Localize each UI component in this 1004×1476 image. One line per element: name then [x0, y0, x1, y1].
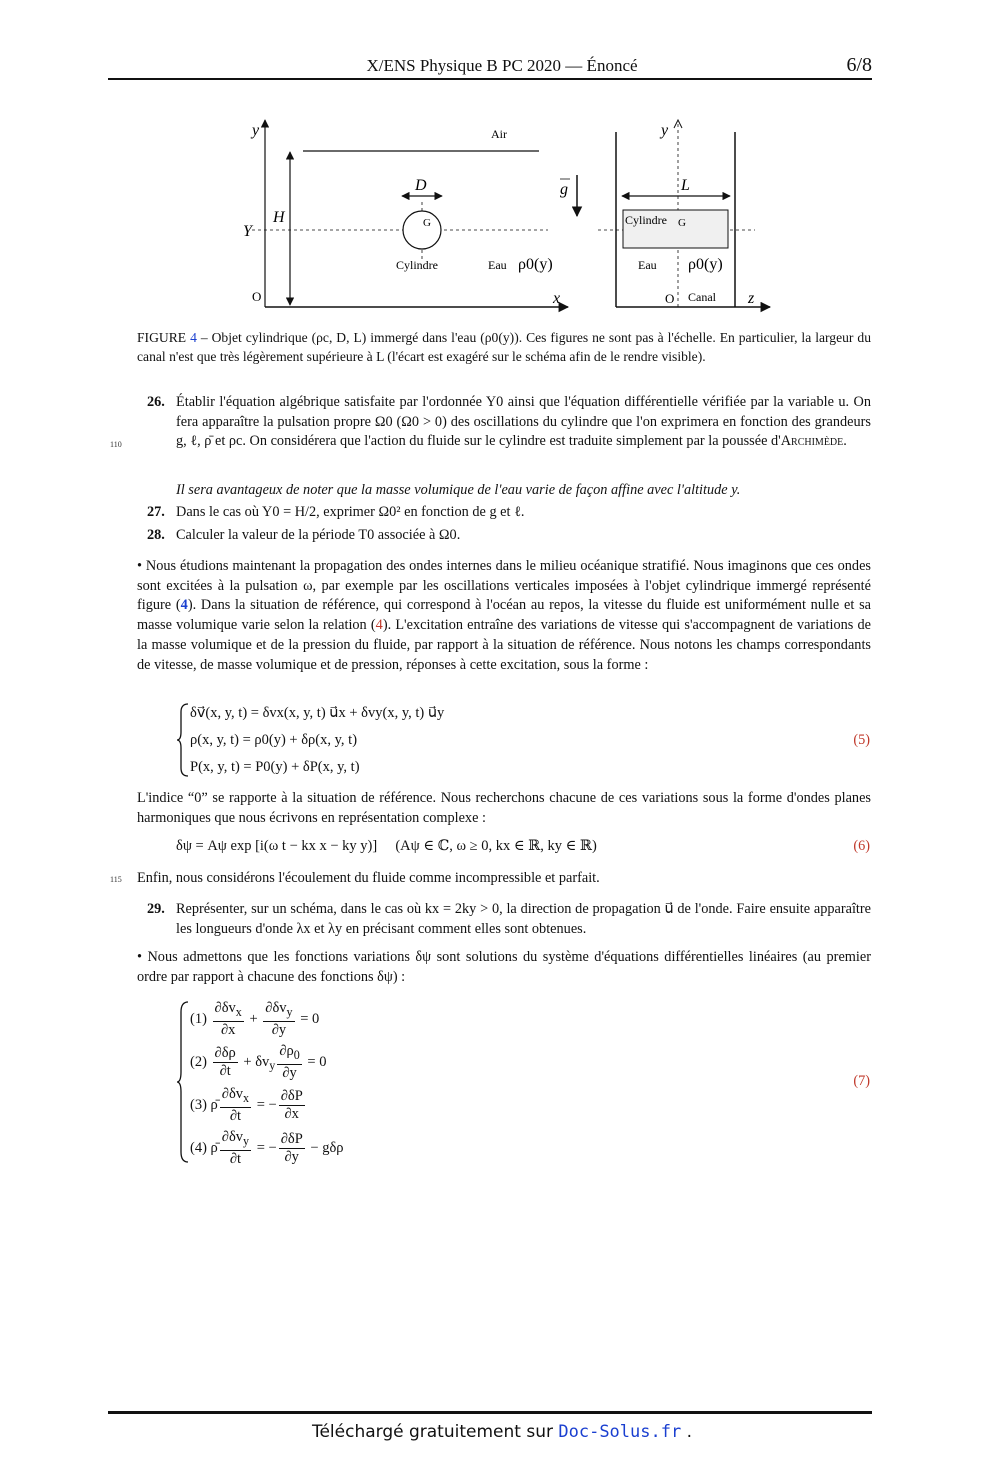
question-26: 26. Établir l'équation algébrique satisfaite par l'ordonnée Y0 ainsi que l'équation différentielle vérifiée par la variable u. On fera apparaître la pulsation propre Ω0 (Ω0 > 0) des oscillations du cylindre que l'on exprimera en fonction des grandeurs g, ℓ, ρ̄ et ρc. On considérera que l'action du fluide sur le cylindre est traduite simplement par la poussée d'Archimède.	[147, 394, 871, 450]
footer-link[interactable]: Doc-Solus.fr	[558, 1422, 682, 1442]
line-number-115: 115	[110, 875, 122, 884]
question-number: 29.	[147, 901, 165, 917]
question-number: 26.	[147, 394, 165, 410]
eq5-line3: P(x, y, t) = P0(y) + δP(x, y, t)	[190, 759, 360, 775]
L-label: L	[681, 177, 690, 194]
equation-ref-link[interactable]: 4	[375, 617, 383, 634]
figure-diagram	[230, 112, 790, 317]
G-label: G	[423, 217, 431, 229]
question-number: 27.	[147, 504, 165, 520]
eq6: δψ = Aψ exp [i(ω t − kx x − ky y)] (Aψ ∈ ℂ, ω ≥ 0, kx ∈ ℝ, ky ∈ ℝ)	[176, 838, 597, 854]
Y-label: Y	[243, 223, 252, 240]
eq6-ref[interactable]: (6)	[853, 838, 870, 854]
header-rule	[108, 78, 872, 80]
eq7-line2: (2) $\frac{\partial\delta\rho}{\partial t}$ + $\delta v_y$ $\frac{\partial\rho_0}{\partial y}$ = 0	[190, 1043, 327, 1081]
eq7-line1: (1) $\frac{\partial\delta v_x}{\partial x}$ + $\frac{\partial\delta v_y}{\partial y}$ = 0	[190, 1000, 320, 1038]
H-label: H	[273, 209, 285, 226]
question-28	[147, 526, 871, 546]
eq7-ref[interactable]: (7)	[853, 1073, 870, 1089]
rho-label: ρ0(y)	[518, 256, 553, 273]
archimede-name: Archimède	[780, 433, 844, 450]
question-text: Représenter, sur un schéma, dans le cas où kx = 2ky > 0, la direction de propagation u⃗ de l'onde. Faire ensuite apparaître les longueurs d'onde λx et λy en précisant comment elles sont obtenues.	[176, 901, 871, 937]
paragraph-incompressible: Enfin, nous considérons l'écoulement du fluide comme incompressible et parfait.	[137, 870, 600, 886]
footer: Téléchargé gratuitement sur Doc-Solus.fr .	[311, 1422, 693, 1442]
brace-eq5	[176, 702, 190, 778]
left-x-label: x	[553, 290, 561, 307]
eq5-ref[interactable]: (5)	[853, 732, 870, 748]
right-water-label: Eau	[638, 258, 657, 272]
line-number-110: 110	[110, 440, 122, 449]
caption-number[interactable]: 4	[190, 330, 197, 345]
question-number: 28.	[147, 527, 165, 543]
paragraph-reference: L'indice “0” se rapporte à la situation de référence. Nous recherchons chacune de ces variations sous la forme d'ondes planes harmoniques que nous écrivons en représentation complexe :	[137, 790, 871, 826]
question-text: Calculer la valeur de la période T0 associée à Ω0.	[176, 527, 461, 543]
eq7-line3: (3) ρ̄ $\frac{\partial\delta v_x}{\partial t}$ = − $\frac{\partial\delta P}{\partial x}$	[190, 1086, 303, 1124]
eq7-line4: (4) ρ̄ $\frac{\partial\delta v_y}{\partial t}$ = − $\frac{\partial\delta P}{\partial y}$ − gδρ	[190, 1129, 344, 1167]
right-z-label: z	[748, 290, 755, 307]
question-text: Dans le cas où Y0 = H/2, exprimer Ω0² en fonction de g et ℓ.	[176, 504, 525, 520]
left-origin-label: O	[252, 289, 262, 304]
eq5-line1: δv⃗(x, y, t) = δvx(x, y, t) u⃗x + δvy(x, y, t) u⃗y	[190, 705, 445, 721]
figure-caption	[137, 328, 871, 366]
brace-eq7	[176, 1000, 190, 1164]
right-y-label: y	[661, 122, 669, 139]
right-rho-label: ρ0(y)	[688, 256, 723, 273]
g-label: g	[560, 181, 568, 198]
caption-text: – Objet cylindrique (ρc, D, L) immergé dans l'eau (ρ0(y)). Ces figures ne sont pas à l'échelle. En particulier, la largeur du canal n'est que très légèrement supérieure à L (l'écart est exagéré sur le schéma afin de le rendre visible).	[137, 330, 871, 364]
air-label: Air	[491, 127, 507, 141]
question-text: Établir l'équation algébrique satisfaite par l'ordonnée Y0 ainsi que l'équation différentielle vérifiée par la variable u. On fera apparaître la pulsation propre Ω0 (Ω0 > 0) des oscillations du cylindre que l'on exprimera en fonction des grandeurs g, ℓ, ρ̄ et ρc. On considérera que l'action du fluide sur le cylindre est traduite simplement par la poussée d'	[176, 394, 871, 450]
canal-label: Canal	[688, 290, 716, 304]
D-label: D	[415, 177, 427, 194]
header-title: X/ENS Physique B PC 2020 — Énoncé	[366, 56, 638, 75]
right-origin-label: O	[665, 291, 675, 306]
right-cylinder-label: Cylindre	[625, 213, 667, 227]
question-29	[147, 900, 871, 939]
footer-rule	[108, 1411, 872, 1414]
page-number: 6/8	[846, 54, 872, 76]
paragraph-system: • Nous admettons que les fonctions variations δψ sont solutions du système d'équations différentielles linéaires (au premier ordre par rapport à chacune des fonctions δψ) :	[137, 949, 871, 985]
right-G-label: G	[678, 217, 686, 229]
left-y-label: y	[252, 122, 260, 139]
eq5-line2: ρ(x, y, t) = ρ0(y) + δρ(x, y, t)	[190, 732, 358, 748]
water-label: Eau	[488, 258, 507, 272]
paragraph-internal-waves: • Nous étudions maintenant la propagation des ondes internes dans le milieu océanique stratifié. Nous imaginons que ces ondes sont excitées à la pulsation ω, par exemple par les oscillations verticales imposées à l'objet cylindrique immergé représenté figure (4). Dans la situation de référence, qui correspond à l'océan au repos, la vitesse du fluide est uniformément nulle et sa masse volumique varie selon la relation (4). L'excitation entraîne des variations de vitesse qui s'accompagnent de variations de la masse volumique et de la pression du fluide, par rapport à la situation de référence. Nous notons les champs correspondants de vitesse, de masse volumique et de pression, réponses à cette excitation, sous la forme :	[137, 558, 871, 673]
cylinder-label: Cylindre	[396, 258, 438, 272]
caption-label: FIGURE	[137, 330, 187, 345]
figure-ref-link[interactable]: 4	[180, 597, 188, 614]
footer-text: Téléchargé gratuitement sur	[311, 1422, 559, 1442]
question-27	[147, 503, 871, 523]
hint-text: Il sera avantageux de noter que la masse volumique de l'eau varie de façon affine avec l'altitude y.	[176, 482, 741, 498]
cylinder-circle	[403, 211, 441, 249]
